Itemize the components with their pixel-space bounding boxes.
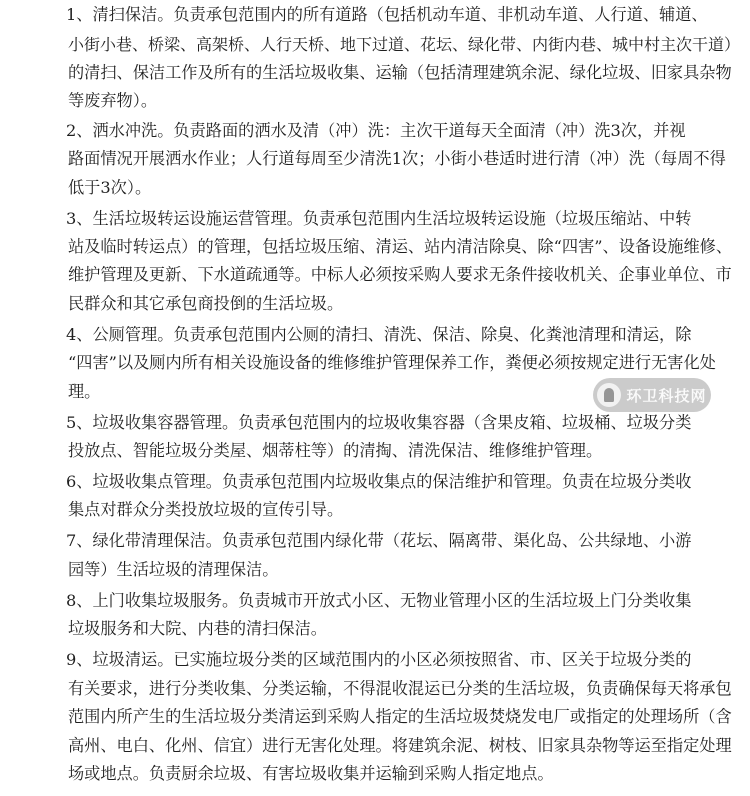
text-line: 5、垃圾收集容器管理。负责承包范围内的垃圾收集容器（含果皮箱、垃圾桶、垃圾分类 — [66, 413, 692, 432]
text-line: 4、公厕管理。负责承包范围内公厕的清扫、清洗、保洁、除臭、化粪池清理和清运，除 — [66, 325, 692, 344]
text-line: 高州、电白、化州、信宜）进行无害化处理。将建筑余泥、树枝、旧家具杂物等运至指定处理 — [68, 736, 732, 755]
text-line: 8、上门收集垃圾服务。负责城市开放式小区、无物业管理小区的生活垃圾上门分类收集 — [66, 591, 692, 610]
text-line: 垃圾服务和大院、内巷的清扫保洁。 — [68, 619, 327, 638]
text-line: 民群众和其它承包商投倒的生活垃圾。 — [68, 294, 344, 313]
text-line: 3、生活垃圾转运设施运营管理。负责承包范围内生活垃圾转运设施（垃圾压缩站、中转 — [66, 209, 692, 228]
text-line: 维护管理及更新、下水道疏通等。中标人必须按采购人要求无条件接收机关、企事业单位、市 — [68, 265, 732, 284]
text-line: 9、垃圾清运。已实施垃圾分类的区域范围内的小区必须按照省、市、区关于垃圾分类的 — [66, 650, 692, 669]
watermark-text: 环卫科技网 — [626, 386, 707, 405]
text-line: 站及临时转运点）的管理，包括垃圾压缩、清运、站内清洁除臭、除“四害”、设备设施维修、 — [68, 237, 733, 256]
text-line: 低于3次）。 — [68, 178, 152, 197]
text-line: 6、垃圾收集点管理。负责承包范围内垃圾收集点的保洁维护和管理。负责在垃圾分类收 — [66, 472, 692, 491]
text-line: 理。 — [68, 382, 101, 401]
text-line: 路面情况开展洒水作业；人行道每周至少清洗1次；小街小巷适时进行清（冲）洗（每周不得 — [68, 149, 726, 168]
text-line: 有关要求，进行分类收集、分类运输，不得混收混运已分类的生活垃圾，负责确保每天将承包 — [68, 679, 732, 698]
text-line: 场或地点。负责厨余垃圾、有害垃圾收集并运输到采购人指定地点。 — [68, 764, 554, 783]
text-line: 园等）生活垃圾的清理保洁。 — [68, 560, 279, 579]
text-line: 小街小巷、桥梁、高架桥、人行天桥、地下过道、花坛、绿化带、内街内巷、城中村主次干道） — [68, 35, 741, 54]
text-line: 的清扫、保洁工作及所有的生活垃圾收集、运输（包括清理建筑余泥、绿化垃圾、旧家具杂物 — [68, 63, 732, 82]
text-line: “四害”以及厕内所有相关设施设备的维修维护管理保养工作，粪便必须按规定进行无害化处 — [68, 353, 716, 372]
text-line: 7、绿化带清理保洁。负责承包范围内绿化带（花坛、隔离带、渠化岛、公共绿地、小游 — [66, 531, 692, 550]
text-line: 等废弃物）。 — [68, 91, 158, 110]
text-line: 投放点、智能垃圾分类屋、烟蒂柱等）的清掏、清洗保洁、维修维护管理。 — [68, 441, 603, 460]
sanitation-logo-icon — [597, 383, 621, 407]
text-line: 集点对群众分类投放垃圾的宣传引导。 — [68, 500, 344, 519]
watermark — [593, 378, 711, 412]
text-line: 1、清扫保洁。负责承包范围内的所有道路（包括机动车道、非机动车道、人行道、辅道、 — [66, 5, 708, 24]
text-line: 范围内所产生的生活垃圾分类清运到采购人指定的生活垃圾焚烧发电厂或指定的处理场所（含 — [68, 707, 732, 726]
text-line: 2、洒水冲洗。负责路面的洒水及清（冲）洗：主次干道每天全面清（冲）洗3次，并视 — [66, 121, 686, 140]
